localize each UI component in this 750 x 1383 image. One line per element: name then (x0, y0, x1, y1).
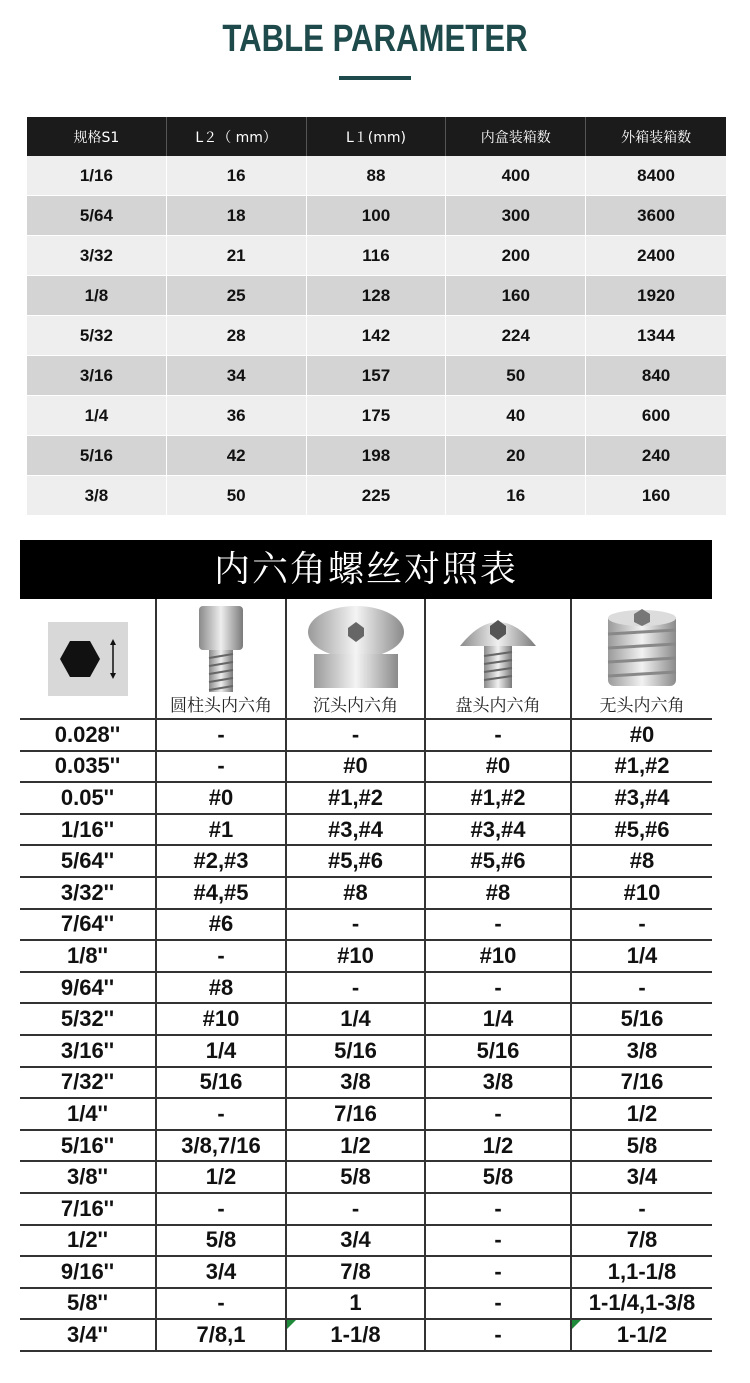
table-cell: 3/8 (27, 476, 167, 516)
parameter-table-header-row (27, 117, 726, 156)
table-cell: 16 (167, 156, 307, 196)
screw-size-cell: - (286, 719, 425, 751)
screw-size-cell: 5/8 (286, 1161, 425, 1193)
hex-size-cell: 5/64'' (20, 845, 156, 877)
header-outer-box-qty: 外箱装箱数 (586, 117, 726, 156)
hex-chart-title: 内六角螺丝对照表 (20, 540, 712, 599)
screw-size-cell: 3/8 (286, 1067, 425, 1099)
table-cell: 240 (586, 436, 726, 476)
table-cell: 600 (586, 396, 726, 436)
hex-size-cell: 7/16'' (20, 1193, 156, 1225)
hex-size-cell: 3/16'' (20, 1035, 156, 1067)
table-row (27, 396, 726, 436)
screw-size-cell: 5/8 (571, 1130, 712, 1162)
table-cell: 128 (307, 276, 447, 316)
table-cell: 25 (167, 276, 307, 316)
screw-size-cell: #8 (156, 972, 286, 1004)
table-cell: 1920 (586, 276, 726, 316)
table-cell: 160 (446, 276, 586, 316)
hex-size-cell: 1/8'' (20, 940, 156, 972)
screw-size-cell: 1/4 (286, 1003, 425, 1035)
screw-size-cell: 1 (286, 1288, 425, 1320)
screw-size-cell: - (156, 719, 286, 751)
screw-size-cell: 5/16 (571, 1003, 712, 1035)
screw-size-cell: - (425, 1225, 571, 1257)
screw-size-cell: #0 (571, 719, 712, 751)
button-head-screw-icon (456, 604, 540, 689)
screw-size-cell: #10 (156, 1003, 286, 1035)
table-cell: 5/16 (27, 436, 167, 476)
screw-size-cell: #2,#3 (156, 845, 286, 877)
table-cell: 224 (446, 316, 586, 356)
screw-size-cell: #10 (425, 940, 571, 972)
table-cell: 40 (446, 396, 586, 436)
table-row (20, 1161, 712, 1193)
table-cell: 42 (167, 436, 307, 476)
header-inner-box-qty: 内盒装箱数 (446, 117, 586, 156)
screw-size-cell: - (156, 751, 286, 783)
table-row (27, 476, 726, 516)
table-cell: 50 (446, 356, 586, 396)
screw-size-cell: - (156, 1288, 286, 1320)
table-row (20, 782, 712, 814)
table-cell: 8400 (586, 156, 726, 196)
screw-size-cell: #5,#6 (571, 814, 712, 846)
screw-size-cell: - (425, 1193, 571, 1225)
table-cell: 157 (307, 356, 447, 396)
hex-size-cell: 5/8'' (20, 1288, 156, 1320)
screw-size-cell: - (425, 1319, 571, 1351)
screw-size-cell: - (571, 972, 712, 1004)
table-cell: 88 (307, 156, 447, 196)
screw-size-cell: - (425, 1256, 571, 1288)
table-cell: 5/32 (27, 316, 167, 356)
hex-size-cell: 7/32'' (20, 1067, 156, 1099)
table-row (20, 1288, 712, 1320)
table-cell: 400 (446, 156, 586, 196)
socket-cap-screw-icon (191, 604, 251, 694)
table-row (27, 316, 726, 356)
header-l2: L２（ mm） (167, 117, 307, 156)
hex-size-cell: 0.05'' (20, 782, 156, 814)
screw-size-cell: 5/8 (156, 1225, 286, 1257)
table-row (20, 719, 712, 751)
table-cell: 175 (307, 396, 447, 436)
hex-size-cell: 3/4'' (20, 1319, 156, 1351)
table-cell: 50 (167, 476, 307, 516)
table-row (27, 196, 726, 236)
screw-size-cell: #1,#2 (286, 782, 425, 814)
header-spec: 规格S1 (27, 117, 167, 156)
screw-size-cell: #10 (571, 877, 712, 909)
table-cell: 160 (586, 476, 726, 516)
table-row (20, 940, 712, 972)
column-label-flat-head: 沉头内六角 (313, 696, 398, 716)
screw-size-cell: - (286, 972, 425, 1004)
table-row (20, 1035, 712, 1067)
table-cell: 3600 (586, 196, 726, 236)
screw-size-cell: #0 (286, 751, 425, 783)
screw-size-cell: - (571, 1193, 712, 1225)
column-label-set-screw: 无头内六角 (599, 696, 685, 716)
table-row (20, 1098, 712, 1130)
table-row (20, 1256, 712, 1288)
table-cell: 21 (167, 236, 307, 276)
table-row (20, 1003, 712, 1035)
hex-size-cell: 0.035'' (20, 751, 156, 783)
screw-size-cell: 3/8 (425, 1067, 571, 1099)
table-cell: 1/4 (27, 396, 167, 436)
page-title: TABLE PARAMETER (222, 18, 528, 60)
screw-size-cell: - (286, 909, 425, 941)
table-cell: 100 (307, 196, 447, 236)
screw-size-cell: 7/16 (286, 1098, 425, 1130)
hex-screw-comparison-table (20, 599, 712, 1352)
screw-size-cell: - (425, 1098, 571, 1130)
table-row (27, 236, 726, 276)
table-row (20, 972, 712, 1004)
screw-size-cell: 3/4 (286, 1225, 425, 1257)
table-cell: 28 (167, 316, 307, 356)
hex-size-cell: 1/16'' (20, 814, 156, 846)
table-cell: 20 (446, 436, 586, 476)
screw-size-cell: #0 (156, 782, 286, 814)
screw-size-cell: #10 (286, 940, 425, 972)
table-cell: 200 (446, 236, 586, 276)
screw-size-cell: 1,1-1/8 (571, 1256, 712, 1288)
hex-key-icon (48, 622, 128, 696)
hex-size-cell: 9/64'' (20, 972, 156, 1004)
screw-size-cell: #3,#4 (571, 782, 712, 814)
hex-size-cell: 7/64'' (20, 909, 156, 941)
screw-size-cell: 1/2 (425, 1130, 571, 1162)
table-cell: 16 (446, 476, 586, 516)
screw-size-cell: 3/8,7/16 (156, 1130, 286, 1162)
table-row (27, 436, 726, 476)
screw-size-cell: #1 (156, 814, 286, 846)
screw-size-cell: - (156, 940, 286, 972)
screw-size-cell: #3,#4 (286, 814, 425, 846)
screw-size-cell: 7/16 (571, 1067, 712, 1099)
screw-size-cell: 1-1/4,1-3/8 (571, 1288, 712, 1320)
screw-size-cell: #8 (425, 877, 571, 909)
screw-size-cell: 5/16 (425, 1035, 571, 1067)
table-row (20, 751, 712, 783)
hex-size-cell: 5/16'' (20, 1130, 156, 1162)
table-row (27, 276, 726, 316)
table-row (20, 1225, 712, 1257)
hex-size-cell: 3/8'' (20, 1161, 156, 1193)
table-row (20, 1067, 712, 1099)
screw-size-cell: - (425, 719, 571, 751)
table-row (20, 1319, 712, 1351)
screw-size-cell: 3/8 (571, 1035, 712, 1067)
screw-size-cell: #1,#2 (425, 782, 571, 814)
table-cell: 34 (167, 356, 307, 396)
title-underline (339, 76, 411, 80)
hex-size-cell: 3/32'' (20, 877, 156, 909)
screw-size-cell: - (156, 1193, 286, 1225)
table-cell: 840 (586, 356, 726, 396)
table-cell: 36 (167, 396, 307, 436)
screw-size-cell: 5/8 (425, 1161, 571, 1193)
hex-size-cell: 1/2'' (20, 1225, 156, 1257)
column-label-button-head: 盘头内六角 (455, 696, 541, 716)
screw-size-cell: #3,#4 (425, 814, 571, 846)
flat-head-screw-icon (306, 604, 406, 689)
screw-size-cell: - (156, 1098, 286, 1130)
screw-size-cell: #8 (286, 877, 425, 909)
hex-size-cell: 5/32'' (20, 1003, 156, 1035)
table-cell: 3/16 (27, 356, 167, 396)
screw-size-cell: 7/8 (286, 1256, 425, 1288)
screw-size-cell: 1/2 (156, 1161, 286, 1193)
table-cell: 300 (446, 196, 586, 236)
screw-size-cell: #6 (156, 909, 286, 941)
hex-table-header-row (20, 599, 712, 719)
table-cell: 2400 (586, 236, 726, 276)
table-row (20, 909, 712, 941)
hex-size-cell: 1/4'' (20, 1098, 156, 1130)
screw-size-cell: - (425, 909, 571, 941)
table-row (20, 1193, 712, 1225)
screw-size-cell: 7/8 (571, 1225, 712, 1257)
table-cell: 225 (307, 476, 447, 516)
screw-size-cell: - (286, 1193, 425, 1225)
screw-size-cell: 3/4 (156, 1256, 286, 1288)
table-cell: 116 (307, 236, 447, 276)
table-row (27, 356, 726, 396)
screw-size-cell: - (425, 1288, 571, 1320)
screw-size-cell: #5,#6 (425, 845, 571, 877)
screw-size-cell: - (425, 972, 571, 1004)
screw-size-cell: 1/4 (571, 940, 712, 972)
screw-size-cell: 5/16 (156, 1067, 286, 1099)
screw-size-cell: 1-1/8 (286, 1319, 425, 1351)
screw-size-cell: 1/2 (286, 1130, 425, 1162)
column-label-socket-cap: 圆柱头内六角 (170, 696, 272, 716)
table-row (20, 877, 712, 909)
table-row (20, 1130, 712, 1162)
screw-size-cell: - (571, 909, 712, 941)
screw-size-cell: 1/2 (571, 1098, 712, 1130)
screw-size-cell: #1,#2 (571, 751, 712, 783)
table-row (20, 845, 712, 877)
table-cell: 1344 (586, 316, 726, 356)
screw-size-cell: #4,#5 (156, 877, 286, 909)
table-row (27, 156, 726, 196)
screw-size-cell: 1-1/2 (571, 1319, 712, 1351)
screw-size-cell: 7/8,1 (156, 1319, 286, 1351)
table-row (20, 814, 712, 846)
parameter-table (27, 117, 726, 516)
set-screw-icon (600, 604, 684, 689)
screw-size-cell: #5,#6 (286, 845, 425, 877)
hex-size-cell: 0.028'' (20, 719, 156, 751)
screw-size-cell: #0 (425, 751, 571, 783)
screw-size-cell: 5/16 (286, 1035, 425, 1067)
hex-size-cell: 9/16'' (20, 1256, 156, 1288)
table-cell: 198 (307, 436, 447, 476)
table-cell: 18 (167, 196, 307, 236)
header-l1: L１(mm) (307, 117, 447, 156)
table-cell: 142 (307, 316, 447, 356)
screw-size-cell: 1/4 (425, 1003, 571, 1035)
screw-size-cell: 3/4 (571, 1161, 712, 1193)
table-cell: 3/32 (27, 236, 167, 276)
screw-size-cell: 1/4 (156, 1035, 286, 1067)
table-cell: 1/8 (27, 276, 167, 316)
table-cell: 5/64 (27, 196, 167, 236)
table-cell: 1/16 (27, 156, 167, 196)
screw-size-cell: #8 (571, 845, 712, 877)
